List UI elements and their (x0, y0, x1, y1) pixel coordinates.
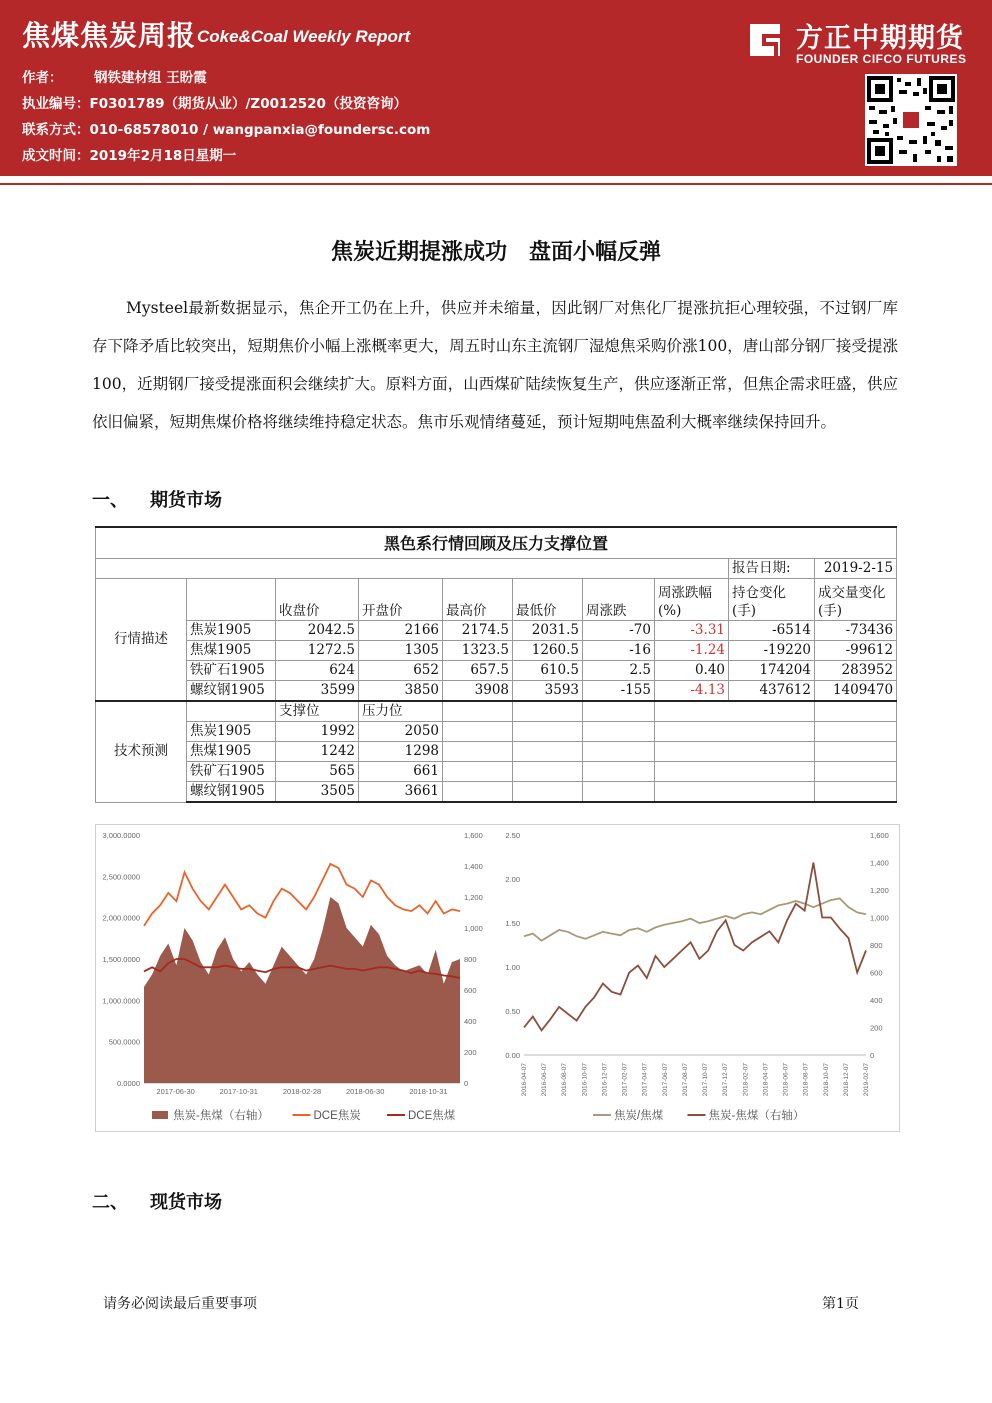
date-label: 成文时间： (22, 148, 90, 164)
legend-label: DCE焦煤 (408, 1110, 456, 1122)
legend-label: DCE焦炭 (313, 1110, 361, 1122)
cell-close: 3599 (276, 681, 359, 702)
y-right-tick-label: 1,000 (464, 924, 483, 933)
cell-change: -70 (583, 621, 655, 641)
y-right-tick-label: 600 (870, 968, 883, 978)
logo-english-name: FOUNDER CIFCO FUTURES (796, 52, 967, 66)
cell-pct: -3.31 (655, 621, 729, 641)
cell-pct: 0.40 (655, 661, 729, 681)
report-subtitle: Coke&Coal Weekly Report (197, 27, 411, 46)
y-left-tick-label: 2.50 (505, 831, 520, 840)
company-logo (744, 16, 980, 70)
cell-support: 1242 (276, 742, 359, 762)
contact-label: 联系方式： (22, 122, 90, 138)
legend-swatch (152, 1111, 168, 1119)
cell-close: 624 (276, 661, 359, 681)
x-tick-label: 2017-06-07 (661, 1063, 669, 1097)
x-tick-label: 2018-06-07 (782, 1063, 790, 1097)
y-left-tick-label: 500.0000 (108, 1037, 140, 1047)
row-name: 螺纹钢1905 (187, 782, 276, 803)
y-right-tick-label: 400 (464, 1017, 477, 1026)
cell-volume: 1409470 (815, 681, 897, 702)
x-tick-label: 2018-12-07 (842, 1063, 850, 1097)
row-name: 螺纹钢1905 (187, 681, 276, 702)
header-separator (0, 183, 992, 185)
row-name: 焦炭1905 (187, 722, 276, 742)
y-right-tick-label: 0 (464, 1079, 469, 1088)
series-line (144, 864, 460, 926)
header-support: 支撑位 (276, 701, 359, 722)
section-number: 一、 (92, 490, 128, 511)
y-left-tick-label: 1.50 (505, 919, 520, 928)
x-tick-label: 2017-06-30 (156, 1087, 195, 1096)
x-tick-label: 2019-02-07 (863, 1063, 870, 1097)
cell-low: 1260.5 (513, 641, 583, 661)
y-right-tick-label: 0 (870, 1051, 875, 1060)
section-title: 现货市场 (150, 1192, 222, 1213)
x-tick-label: 2018-02-07 (742, 1063, 750, 1097)
section-futures-heading (92, 486, 222, 512)
x-tick-label: 2017-04-07 (641, 1063, 649, 1097)
license-label: 执业编号： (22, 96, 90, 112)
x-tick-label: 2017-02-07 (621, 1063, 629, 1097)
cell-open: 652 (359, 661, 443, 681)
y-right-tick-label: 1,600 (870, 831, 889, 840)
x-tick-label: 2016-10-07 (581, 1063, 589, 1097)
table-title: 黑色系行情回顾及压力支撑位置 (96, 527, 897, 559)
cell-high: 1323.5 (443, 641, 513, 661)
cell-open: 3850 (359, 681, 443, 702)
y-right-tick-label: 1,200 (870, 886, 889, 895)
group-market-description: 行情描述 (96, 579, 187, 702)
y-right-tick-label: 1,000 (870, 913, 889, 923)
x-tick-label: 2016-08-07 (561, 1063, 569, 1097)
x-tick-label: 2016-04-07 (521, 1063, 528, 1097)
cell-change: 2.5 (583, 661, 655, 681)
chart-price-spread (96, 825, 496, 1131)
cell-low: 610.5 (513, 661, 583, 681)
date-value: 2019年2月18日星期一 (89, 148, 237, 164)
table-spacer (96, 559, 729, 579)
x-tick-label: 2016-06-07 (541, 1063, 549, 1097)
group-technical-forecast: 技术预测 (96, 701, 187, 802)
x-tick-label: 2017-10-31 (219, 1087, 258, 1096)
table-row (96, 762, 897, 782)
cell-resistance: 661 (359, 762, 443, 782)
report-date-label: 报告日期: (729, 559, 815, 579)
y-left-tick-label: 0.0000 (117, 1079, 140, 1088)
cell-oi: 437612 (729, 681, 815, 702)
tech-header-blank (187, 701, 276, 722)
x-tick-label: 2018-10-31 (409, 1087, 448, 1096)
header-high: 最高价 (443, 579, 513, 621)
table-row (96, 722, 897, 742)
section-title: 期货市场 (150, 490, 222, 511)
header-resistance: 压力位 (359, 701, 443, 722)
founder-logo-icon (744, 20, 784, 60)
header-volume-change: 成交量变化 (手) (815, 579, 897, 621)
x-tick-label: 2018-08-07 (802, 1063, 810, 1097)
y-left-tick-label: 1,500.0000 (102, 955, 140, 964)
y-right-tick-label: 400 (870, 996, 883, 1005)
x-tick-label: 2018-10-07 (822, 1063, 830, 1097)
qr-center-logo-icon (903, 112, 919, 128)
cell-volume: 283952 (815, 661, 897, 681)
series-line (524, 863, 866, 1031)
charts-panel (95, 824, 900, 1132)
cell-resistance: 3661 (359, 782, 443, 803)
cell-high: 657.5 (443, 661, 513, 681)
y-right-tick-label: 200 (464, 1048, 477, 1057)
chart-ratio-spread (498, 825, 899, 1131)
cell-oi: -6514 (729, 621, 815, 641)
x-tick-label: 2018-06-30 (346, 1087, 385, 1096)
logo-chinese-name: 方正中期期货 (796, 23, 964, 54)
cell-support: 3505 (276, 782, 359, 803)
cell-volume: -99612 (815, 641, 897, 661)
series-area (144, 897, 460, 1083)
y-left-tick-label: 0.50 (505, 1007, 520, 1016)
header-weekly-pct: 周涨跌幅 (%) (655, 579, 729, 621)
date-line (22, 144, 236, 164)
legend-label: 焦炭-焦煤（右轴） (708, 1110, 805, 1122)
cell-change: -155 (583, 681, 655, 702)
header-low: 最低价 (513, 579, 583, 621)
table-row (96, 742, 897, 762)
y-left-tick-label: 3,000.0000 (102, 831, 140, 840)
table-header-blank (187, 579, 276, 621)
cell-pct: -1.24 (655, 641, 729, 661)
cell-close: 1272.5 (276, 641, 359, 661)
report-date-value: 2019-2-15 (815, 559, 897, 579)
row-name: 铁矿石1905 (187, 661, 276, 681)
x-tick-label: 2018-02-28 (282, 1087, 322, 1096)
header-weekly-change: 周涨跌 (583, 579, 655, 621)
table-row (96, 621, 897, 641)
cell-low: 2031.5 (513, 621, 583, 641)
row-name: 铁矿石1905 (187, 762, 276, 782)
legend-label: 焦炭/焦煤 (614, 1110, 664, 1122)
y-left-tick-label: 0.00 (505, 1051, 520, 1060)
y-left-tick-label: 2.00 (505, 875, 520, 884)
table-row (96, 782, 897, 803)
series-line (524, 898, 866, 940)
cell-open: 2166 (359, 621, 443, 641)
contact-line (22, 118, 430, 138)
license-line (22, 92, 407, 112)
cell-resistance: 1298 (359, 742, 443, 762)
header-close: 收盘价 (276, 579, 359, 621)
row-name: 焦煤1905 (187, 641, 276, 661)
y-left-tick-label: 1.00 (505, 963, 520, 972)
report-header-banner (0, 0, 992, 176)
section-number: 二、 (92, 1192, 128, 1213)
cell-support: 565 (276, 762, 359, 782)
y-right-tick-label: 800 (464, 955, 477, 964)
cell-high: 3908 (443, 681, 513, 702)
x-tick-label: 2017-12-07 (722, 1063, 730, 1097)
section-spot-heading (92, 1188, 222, 1214)
market-review-table (95, 526, 897, 803)
cell-change: -16 (583, 641, 655, 661)
cell-close: 2042.5 (276, 621, 359, 641)
x-tick-label: 2017-08-07 (681, 1063, 689, 1097)
page-number: 第1页 (822, 1296, 859, 1312)
table-row (96, 681, 897, 702)
license-value: F0301789（期货从业）/Z0012520（投资咨询） (89, 96, 407, 112)
y-left-tick-label: 2,000.0000 (102, 913, 140, 923)
x-tick-label: 2016-12-07 (601, 1063, 609, 1097)
cell-volume: -73436 (815, 621, 897, 641)
cell-support: 1992 (276, 722, 359, 742)
y-right-tick-label: 1,400 (870, 858, 889, 868)
x-tick-label: 2017-10-07 (702, 1063, 710, 1097)
author-line (22, 66, 207, 86)
row-name: 焦煤1905 (187, 742, 276, 762)
header-oi-change: 持仓变化 (手) (729, 579, 815, 621)
y-right-tick-label: 1,400 (464, 862, 483, 871)
cell-high: 2174.5 (443, 621, 513, 641)
y-right-tick-label: 1,200 (464, 893, 483, 902)
contact-value: 010-68578010 / wangpanxia@foundersc.com (89, 122, 431, 138)
document-title: 焦炭近期提涨成功 盘面小幅反弹 (330, 240, 661, 265)
x-tick-label: 2018-04-07 (762, 1063, 770, 1097)
y-left-tick-label: 1,000.0000 (102, 996, 140, 1006)
author-label: 作者： (22, 70, 63, 86)
cell-resistance: 2050 (359, 722, 443, 742)
table-row (96, 641, 897, 661)
legend-label: 焦炭-焦煤（右轴） (173, 1110, 269, 1122)
y-right-tick-label: 800 (870, 941, 883, 950)
y-right-tick-label: 200 (870, 1023, 883, 1033)
y-left-tick-label: 2,500.0000 (102, 872, 140, 882)
cell-low: 3593 (513, 681, 583, 702)
qr-code-icon (865, 74, 957, 166)
footer-notice: 请务必阅读最后重要事项 (103, 1296, 257, 1312)
author-value: 钢铁建材组 王盼霞 (94, 70, 207, 86)
cell-open: 1305 (359, 641, 443, 661)
cell-oi: 174204 (729, 661, 815, 681)
table-row (96, 661, 897, 681)
row-name: 焦炭1905 (187, 621, 276, 641)
cell-pct: -4.13 (655, 681, 729, 702)
cell-oi: -19220 (729, 641, 815, 661)
summary-paragraph: Mysteel最新数据显示，焦企开工仍在上升，供应并未缩量，因此钢厂对焦化厂提涨抗拒心理较强，不过钢厂库存下降矛盾比较突出，短期焦价小幅上涨概率更大，周五时山东主流钢厂湿熄焦采购价涨100，唐山部分钢厂接受提涨100，近期钢厂接受提涨面积会继续扩大。原料方面，山西煤矿陆续恢复生产，供应逐渐正常，但焦企需求旺盛，供应依旧偏紧，短期焦煤价格将继续维持稳定状态。焦市乐观情绪蔓延，预计短期吨焦盈利大概率继续保持回升。 (92, 299, 898, 431)
header-open: 开盘价 (359, 579, 443, 621)
y-right-tick-label: 600 (464, 986, 477, 995)
y-right-tick-label: 1,600 (464, 831, 483, 840)
report-title: 焦煤焦炭周报 (22, 19, 197, 52)
